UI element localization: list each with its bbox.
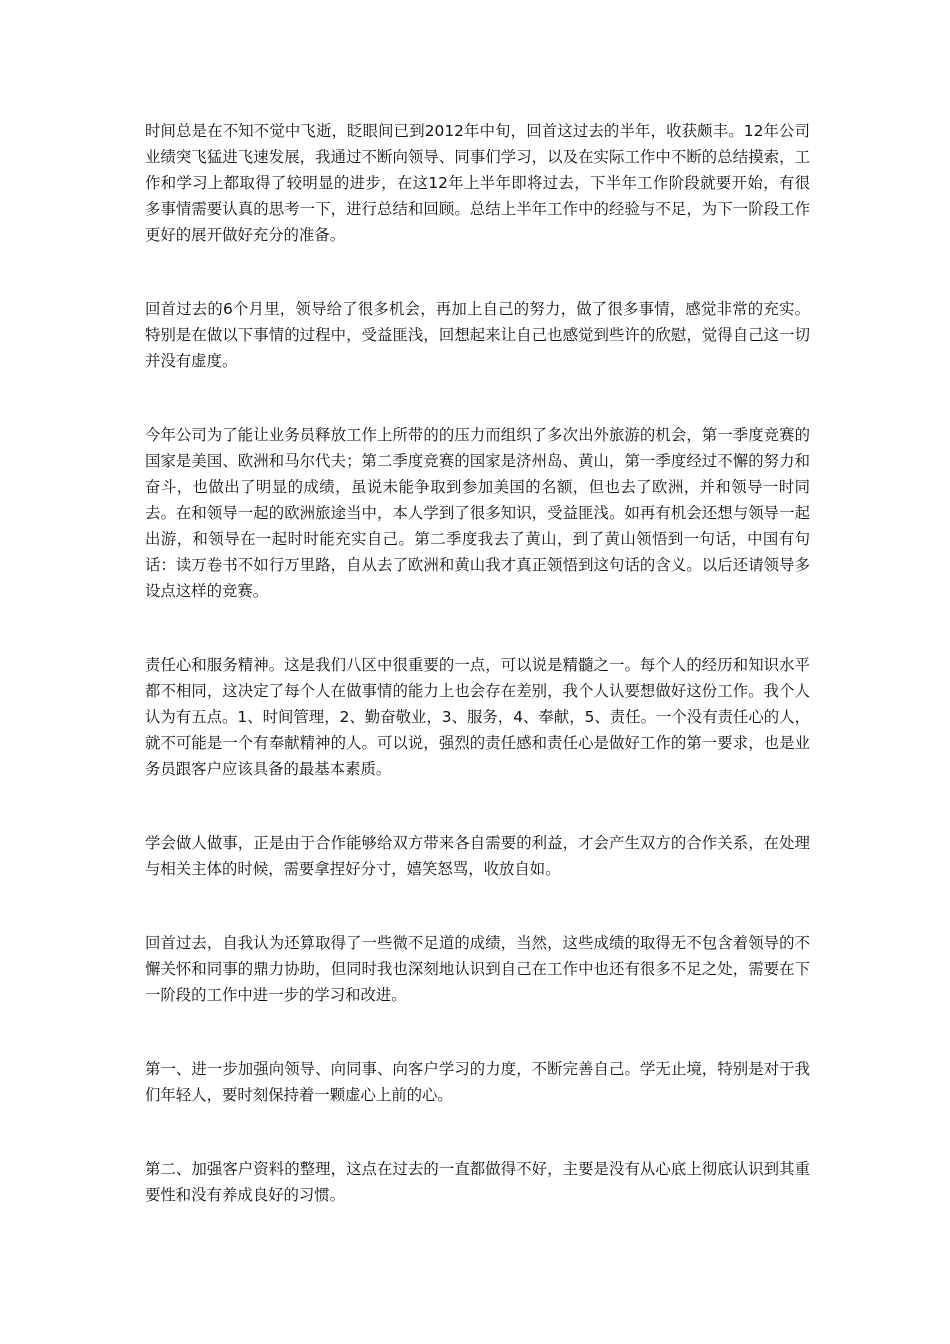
document-body	[145, 118, 810, 1208]
paragraph-1: 时间总是在不知不觉中飞逝，眨眼间已到2012年中旬，回首这过去的半年，收获颇丰。12年公司业绩突飞猛进飞速发展，我通过不断向领导、同事们学习，以及在实际工作中不断的总结摸索，工作和学习上都取得了较明显的进步，在这12年上半年即将过去，下半年工作阶段就要开始，有很多事情需要认真的思考一下，进行总结和回顾。总结上半年工作中的经验与不足，为下一阶段工作更好的展开做好充分的准备。	[145, 122, 810, 244]
paragraph-2: 回首过去的6个月里，领导给了很多机会，再加上自己的努力，做了很多事情，感觉非常的充实。特别是在做以下事情的过程中，受益匪浅，回想起来让自己也感觉到些许的欣慰，觉得自己这一切并没有虚度。	[145, 300, 810, 370]
paragraph-4: 责任心和服务精神。这是我们八区中很重要的一点，可以说是精髓之一。每个人的经历和知识水平都不相同，这决定了每个人在做事情的能力上也会存在差别，我个人认要想做好这份工作。我个人认为有五点。1、时间管理，2、勤奋敬业，3、服务，4、奉献，5、责任。一个没有责任心的人，就不可能是一个有奉献精神的人。可以说，强烈的责任感和责任心是做好工作的第一要求，也是业务员跟客户应该具备的最基本素质。	[145, 656, 810, 778]
paragraph-6: 回首过去，自我认为还算取得了一些微不足道的成绩，当然，这些成绩的取得无不包含着领导的不懈关怀和同事的鼎力协助，但同时我也深刻地认识到自己在工作中也还有很多不足之处，需要在下一阶段的工作中进一步的学习和改进。	[145, 934, 810, 1004]
paragraph-7: 第一、进一步加强向领导、向同事、向客户学习的力度，不断完善自己。学无止境，特别是对于我们年轻人，要时刻保持着一颗虚心上前的心。	[145, 1060, 810, 1104]
paragraph-8: 第二、加强客户资料的整理，这点在过去的一直都做得不好，主要是没有从心底上彻底认识到其重要性和没有养成良好的习惯。	[145, 1160, 810, 1204]
paragraph-3: 今年公司为了能让业务员释放工作上所带的的压力而组织了多次出外旅游的机会，第一季度竞赛的国家是美国、欧洲和马尔代夫；第二季度竞赛的国家是济州岛、黄山，第一季度经过不懈的努力和奋斗，也做出了明显的成绩，虽说未能争取到参加美国的名额，但也去了欧洲，并和领导一时同去。在和领导一起的欧洲旅途当中，本人学到了很多知识，受益匪浅。如再有机会还想与领导一起出游，和领导在一起时时能充实自己。第二季度我去了黄山，到了黄山领悟到一句话，中国有句话：读万卷书不如行万里路，自从去了欧洲和黄山我才真正领悟到这句话的含义。以后还请领导多设点这样的竞赛。	[145, 426, 810, 600]
paragraph-5: 学会做人做事，正是由于合作能够给双方带来各自需要的利益，才会产生双方的合作关系，在处理与相关主体的时候，需要拿捏好分寸，嬉笑怒骂，收放自如。	[145, 834, 810, 878]
